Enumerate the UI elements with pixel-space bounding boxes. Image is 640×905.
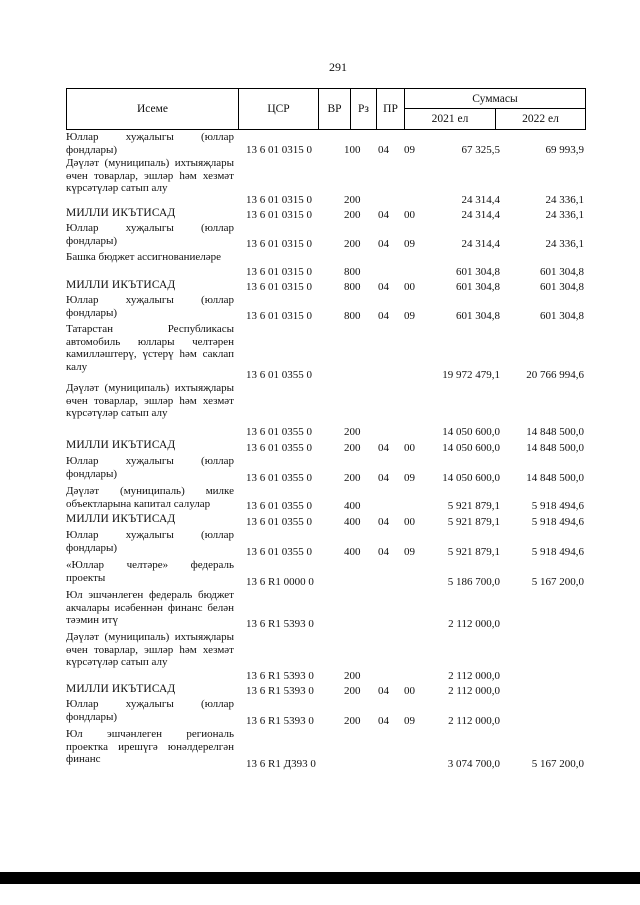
table-row (66, 485, 586, 513)
table-row (66, 513, 586, 529)
row-sum-2021: 5 921 879,1 (447, 515, 500, 528)
row-vr: 400 (344, 545, 361, 558)
page-number: 291 (329, 60, 347, 74)
row-sum-2022: 24 336,1 (545, 193, 584, 206)
row-sum-2021: 601 304,8 (456, 280, 500, 293)
table-row (66, 382, 586, 439)
row-sum-2021: 24 314,4 (461, 193, 500, 206)
row-name: Юллар хуҗалыгы (юллар фондлары) (66, 698, 234, 723)
row-sum-2022: 69 993,9 (545, 143, 584, 156)
row-vr: 200 (344, 425, 361, 438)
table-row (66, 529, 586, 559)
table-row (66, 728, 586, 771)
row-rz: 04 (378, 684, 389, 697)
column-header-pr: ПР (377, 89, 405, 129)
row-sum-2021: 14 050 600,0 (442, 471, 500, 484)
row-vr: 400 (344, 499, 361, 512)
row-name: МИЛЛИ ИКЪТИСАД (66, 439, 176, 451)
row-name: Юллар хуҗалыгы (юллар фондлары) (66, 529, 234, 554)
row-name: МИЛЛИ ИКЪТИСАД (66, 207, 176, 219)
table-row (66, 698, 586, 728)
row-csr: 13 6 R1 Д393 0 (246, 757, 316, 770)
row-name: Дәүләт (муниципаль) ихтыяҗлары өчен товарлар, эшләр һәм хезмәт күрсәтүләр сатып алу (66, 382, 234, 419)
row-name: Дәүләт (муниципаль) ихтыяҗлары өчен товарлар, эшләр һәм хезмәт күрсәтүләр сатып алу (66, 631, 234, 668)
row-sum-2021: 2 112 000,0 (448, 684, 500, 697)
table-row (66, 683, 586, 698)
table-row (66, 279, 586, 294)
row-csr: 13 6 01 0315 0 (246, 143, 312, 156)
row-sum-2021: 2 112 000,0 (448, 669, 500, 682)
table-row (66, 207, 586, 222)
row-csr: 13 6 R1 5393 0 (246, 669, 314, 682)
row-sum-2021: 601 304,8 (456, 265, 500, 278)
row-csr: 13 6 01 0315 0 (246, 193, 312, 206)
row-rz: 04 (378, 237, 389, 250)
table-row (66, 589, 586, 631)
row-vr: 200 (344, 237, 361, 250)
row-vr: 200 (344, 684, 361, 697)
row-vr: 100 (344, 143, 361, 156)
row-vr: 200 (344, 193, 361, 206)
row-name: Дәүләт (муниципаль) ихтыяҗлары өчен товарлар, эшләр һәм хезмәт күрсәтүләр сатып алу (66, 157, 234, 194)
row-rz: 04 (378, 280, 389, 293)
table-row (66, 222, 586, 251)
table-row (66, 157, 586, 207)
row-csr: 13 6 01 0355 0 (246, 441, 312, 454)
row-csr: 13 6 01 0315 0 (246, 237, 312, 250)
row-name: Башка бюджет ассигнованиеләре (66, 251, 221, 263)
table-row (66, 631, 586, 683)
row-csr: 13 6 01 0355 0 (246, 499, 312, 512)
table-row (66, 131, 586, 157)
row-vr: 800 (344, 280, 361, 293)
table-row (66, 251, 586, 279)
row-pr: 09 (404, 714, 415, 727)
column-header-rz: Рз (351, 89, 377, 129)
row-sum-2021: 2 112 000,0 (448, 617, 500, 630)
column-header-name: Исеме (67, 89, 239, 129)
row-rz: 04 (378, 309, 389, 322)
row-csr: 13 6 01 0355 0 (246, 471, 312, 484)
row-csr: 13 6 01 0315 0 (246, 208, 312, 221)
row-name: «Юллар челтәре» федераль проекты (66, 559, 234, 584)
row-name: Юл эшчәнлеген федераль бюджет акчалары исәбеннән финанс белән тәэмин итү (66, 589, 234, 626)
row-sum-2022: 601 304,8 (540, 265, 584, 278)
row-pr: 00 (404, 515, 415, 528)
row-csr: 13 6 01 0315 0 (246, 309, 312, 322)
row-pr: 09 (404, 471, 415, 484)
row-sum-2022: 601 304,8 (540, 280, 584, 293)
row-rz: 04 (378, 545, 389, 558)
row-pr: 09 (404, 309, 415, 322)
row-pr: 09 (404, 143, 415, 156)
row-pr: 00 (404, 684, 415, 697)
row-name: МИЛЛИ ИКЪТИСАД (66, 513, 176, 525)
row-sum-2022: 5 918 494,6 (531, 545, 584, 558)
column-header-vr: ВР (319, 89, 351, 129)
table-row (66, 559, 586, 589)
row-sum-2021: 19 972 479,1 (442, 368, 500, 381)
row-vr: 800 (344, 309, 361, 322)
row-csr: 13 6 R1 5393 0 (246, 714, 314, 727)
column-header-year-2021: 2021 ел (405, 109, 496, 129)
row-csr: 13 6 01 0355 0 (246, 368, 312, 381)
row-vr: 200 (344, 441, 361, 454)
table-header (66, 88, 586, 130)
row-csr: 13 6 R1 0000 0 (246, 575, 314, 588)
row-rz: 04 (378, 714, 389, 727)
row-name: Юллар хуҗалыгы (юллар фондлары) (66, 131, 234, 156)
row-pr: 00 (404, 208, 415, 221)
row-name: Татарстан Республикасы автомобиль юллары челтәрен камилләштерү, үстерү һәм саклап калу (66, 323, 234, 373)
row-csr: 13 6 01 0355 0 (246, 515, 312, 528)
row-sum-2021: 24 314,4 (461, 237, 500, 250)
row-rz: 04 (378, 515, 389, 528)
row-sum-2021: 14 050 600,0 (442, 441, 500, 454)
row-csr: 13 6 01 0315 0 (246, 265, 312, 278)
row-vr: 200 (344, 669, 361, 682)
row-sum-2022: 14 848 500,0 (526, 425, 584, 438)
row-csr: 13 6 01 0315 0 (246, 280, 312, 293)
row-pr: 00 (404, 280, 415, 293)
row-sum-2022: 14 848 500,0 (526, 441, 584, 454)
row-rz: 04 (378, 208, 389, 221)
row-name: МИЛЛИ ИКЪТИСАД (66, 279, 176, 291)
row-sum-2022: 5 918 494,6 (531, 499, 584, 512)
row-vr: 400 (344, 515, 361, 528)
row-sum-2022: 24 336,1 (545, 237, 584, 250)
row-sum-2021: 601 304,8 (456, 309, 500, 322)
row-csr: 13 6 R1 5393 0 (246, 684, 314, 697)
scan-edge (0, 872, 640, 884)
row-rz: 04 (378, 471, 389, 484)
row-name: Юллар хуҗалыгы (юллар фондлары) (66, 222, 234, 247)
row-pr: 09 (404, 545, 415, 558)
row-sum-2022: 20 766 994,6 (526, 368, 584, 381)
row-sum-2022: 14 848 500,0 (526, 471, 584, 484)
row-csr: 13 6 01 0355 0 (246, 545, 312, 558)
row-sum-2021: 24 314,4 (461, 208, 500, 221)
table-row (66, 294, 586, 323)
row-sum-2021: 14 050 600,0 (442, 425, 500, 438)
row-name: Юллар хуҗалыгы (юллар фондлары) (66, 294, 234, 319)
row-sum-2021: 5 186 700,0 (447, 575, 500, 588)
row-sum-2021: 5 921 879,1 (447, 499, 500, 512)
row-sum-2022: 5 167 200,0 (531, 757, 584, 770)
column-header-sums: Суммасы (405, 89, 585, 109)
column-header-year-2022: 2022 ел (522, 113, 559, 125)
row-sum-2022: 5 167 200,0 (531, 575, 584, 588)
row-rz: 04 (378, 441, 389, 454)
row-vr: 200 (344, 714, 361, 727)
row-sum-2022: 601 304,8 (540, 309, 584, 322)
row-pr: 09 (404, 237, 415, 250)
row-vr: 200 (344, 471, 361, 484)
row-name: Юл эшчәнлеген региональ проектка ирешүгә юнәлдерелгән финанс (66, 728, 234, 765)
row-sum-2021: 67 325,5 (461, 143, 500, 156)
row-name: Юллар хуҗалыгы (юллар фондлары) (66, 455, 234, 480)
row-sum-2021: 3 074 700,0 (447, 757, 500, 770)
row-rz: 04 (378, 143, 389, 156)
table-row (66, 439, 586, 455)
table-row (66, 323, 586, 382)
table-row (66, 455, 586, 485)
row-vr: 200 (344, 208, 361, 221)
table-body (66, 131, 586, 771)
row-sum-2022: 5 918 494,6 (531, 515, 584, 528)
row-sum-2021: 2 112 000,0 (448, 714, 500, 727)
row-csr: 13 6 01 0355 0 (246, 425, 312, 438)
row-name: Дәүләт (муниципаль) милке объектларына капитал салулар (66, 485, 234, 510)
row-pr: 00 (404, 441, 415, 454)
column-header-csr: ЦСР (239, 89, 319, 129)
row-name: МИЛЛИ ИКЪТИСАД (66, 683, 176, 695)
row-vr: 800 (344, 265, 361, 278)
row-sum-2021: 5 921 879,1 (447, 545, 500, 558)
row-csr: 13 6 R1 5393 0 (246, 617, 314, 630)
row-sum-2022: 24 336,1 (545, 208, 584, 221)
